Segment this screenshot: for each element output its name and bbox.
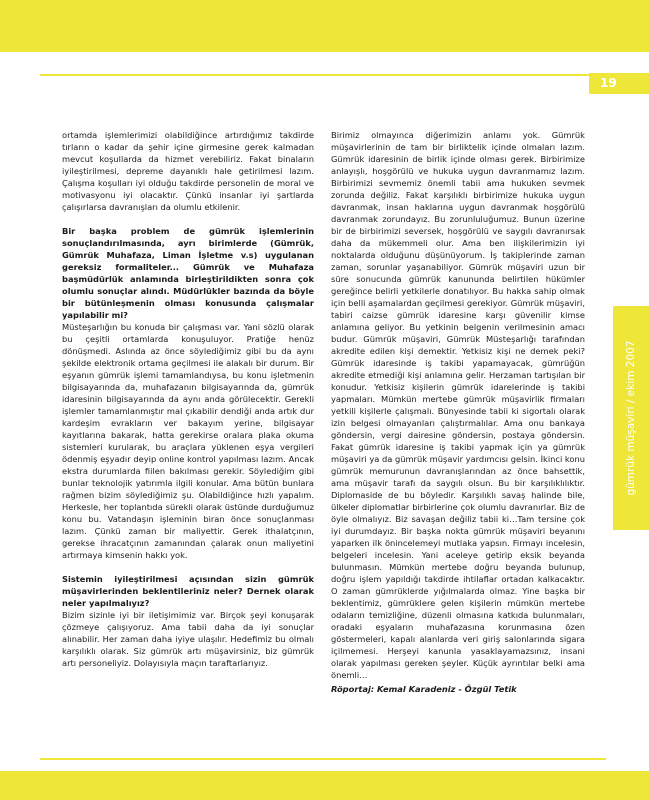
bottom-color-band bbox=[0, 771, 649, 800]
interview-byline: Röportaj: Kemal Karadeniz - Özgül Tetik bbox=[331, 684, 517, 694]
continued-answer-paragraph: Birimiz olmayınca diğerimizin anlamı yok. Gümrük müşavirlerinin de tam bir birliktelik içinde olmaları lazım. Gümrük idaresinin de birlik içinde olması gerek. Birbirimize anlayışlı, hoşgörülü ve hukuka uygun davranmamız lazım. Birbirimizi sevmemiz önemli tabii ama hukuken sevmek zorunda değiliz. Fakat karşılıklı birbirimize hukuka uygun davranmak, insan haklarına uygun davranmak hoşgörülü davranmak zorundayız. Bu zorunluluğumuz. Bunun üzerine bir de birbirimizi seversek, hoşgörülü ve saygılı davranırsak daha da mükemmeli olur. Ama ben ilişkilerimizin iyi noktalarda olduğunu düşünüyorum. İş takiplerinde zaman zaman, sorunlar yaşanabiliyor. Gümrük müşaviri uzun bir süre sonucunda gümrük kanununda belirtilen hükümler gereğince belirli yetkilerle donatılıyor. Bu hakka sahip olmak için belli aşamalardan geçilmesi gerekiyor. Gümrük müşaviri, tabiri caizse gümrük idaresine karşı güvenilir kimse anlamına geliyor. Bu yetkinin belgenin verilmesinin amacı budur. Gümrük müşaviri, Gümrük Müsteşarlığı tarafından akredite edilen kişi demektir. Yetkisiz kişi ne demek peki? Gümrük idaresinde iş takibi yapamayacak, gümrüğün akredite etmediği kişi anlamına gelir. Herzaman tartışılan bir konudur. Yetkisiz kişilerin gümrük idarelerinde iş takibi yapmaları. Mümkün mertebe gümrük müşavirlik firmaları yetkili kişilerle çalışmalı. Bünyesinde tabii ki sigortalı olarak izin belgesi olmayanları çalıştırmalılar. Ama onu bankaya göndersin, vergi dairesine göndersin, postaya göndersin. Fakat gümrük idaresine iş takibi yapmak için ya gümrük müşaviri ya da gümrük müşavir yardımcısı gelsin. İkinci konu gümrük memurunun davranışlarından az önce bahsettik, ama müşavir tarafı da saygılı olsun. Bu bir karşılıklılıktır. Diplomaside de bu böyledir. Karşılıklı savaş halinde bile, ülkeler diplomatlar birbirlerine çok olumlu davranırlar. Biz de öyle olmalıyız. Biz savaşan değiliz tabii ki…Tam tersine çok iyi durumdayız. Bir başka nokta gümrük müşaviri beyanını yaparken ilk önincelemeyi mutlaka yapsın. Firmayı incelesin, belgeleri incelesin. Yani aceleye getirip eksik beyanda bulunmasın. Mümkün mertebe doğru beyanda bulunup, doğru işlem yapıldığı takdirde ihtilaflar ortadan kalkacaktır. O zaman gümrüklerde yığılmalarda olmaz. Yine başka bir beklentimiz, gümrüklere gelen kişilerin mümkün mertebe odaların temizliğine, düzenli olmasına katkıda bulunmaları, oradaki eşyaların muhafazasına korunmasına özen göstermeleri, kapalı alanlarda veri giriş salonlarında sigara içilmemesi. Herşeyi kanunla yasaklayamazsınız, insani olarak yapılması gereken şeyler. Küçük ayrıntılar belki ama önemli… bbox=[331, 130, 585, 680]
left-text-column bbox=[62, 129, 314, 669]
bottom-divider-rule bbox=[40, 758, 606, 760]
side-section-label: gümrük müşaviri / ekim 2007 bbox=[625, 340, 637, 496]
interview-question-1: Bir başka problem de gümrük işlemlerinin sonuçlandırılmasında, ayrı birimlerde (Gümrük, Gümrük Muhafaza, Liman İşletme v.s) uygulanan gereksiz formaliteler... Gümrük ve Muhafaza başmüdürlük anlamında birleştirildikten sonra çok olumlu sonuçlar alındı. Müdürlükler bazında da böyle bir bütünleşmenin olması konusunda çalışmalar yapılabilir mi? bbox=[62, 226, 314, 320]
intro-paragraph: ortamda işlemlerimizi olabildiğince artırdığımız takdirde tırların o kadar da şehir içine girmesine gerek kalmadan mevcut koşullarda da hizmet verebiliriz. Fakat binaların iyileştirilmesi, depreme dayanıklı hale getirilmesi lazım. Çalışma koşulları iyi olduğu takdirde personelin de moral ve motivasyonu iyi olacaktır. Çünkü insanlar iyi şartlarda çalışırlarsa davranışları da olumlu etkilenir. bbox=[62, 130, 314, 212]
interview-answer-1: Müsteşarlığın bu konuda bir çalışması var. Yani sözlü olarak bu çeşitli ortamlarda konuşuluyor. Pratiğe henüz dönüşmedi. Aslında az önce söylediğimiz gibi bu da aynı şekilde elektronik ortama geçilmesi ile alakalı bir durum. Bir eşyanın gümrük işlemi tamamlandıysa, bu konu işletmenin bilgisayarında da, muhafazanın bilgisayarında da, gümrük idaresinin bilgisayarında da aynı anda görülecektir. Gerekli işlemler tamamlanmıştır mal çıkabilir dendiği anda artık dur kardeşim evrakların ver bakayım yerine, bilgisayar kayıtlarına bakarak, hatta gerekirse oralara plaka okuma sistemleri kurularak, bu araçlara yüklenen eşya vergileri ödenmiş eşyadır deyip online kontrol yapılması lazım. Ancak ekstra durumlarda fiilen bakılması gerekir. Söylediğim gibi bunlar teknolojik yatırımla ilgili konular. Ama bütün bunlara rağmen bizim söylediğimiz şu. Olabildiğince hızlı yapalım. Herkesle, her toplantıda sürekli olarak üstünde durduğumuz konu bu. Vatandaşın işleminin biran önce sonuçlanması lazım. Çünkü zaman bir maliyettir. Gerek ithalatçının, gerekse ihracatçının zamanından çalarak onun maliyetini artırmaya kimsenin hakkı yok. bbox=[62, 322, 314, 560]
right-text-column bbox=[331, 129, 585, 695]
interview-answer-2: Bizim sizinle iyi bir iletişimimiz var. Birçok şeyi konuşarak çözmeye çalışıyoruz. Ama tabii daha da iyi sonuçlar alınabilir. Her zaman daha iyiye ulaşılır. Hedefimiz bu olmalı karşılıklı olarak. Siz gümrük artı müşavirsiniz, biz gümrük artı personeliyiz. Dolayısıyla maçın taraftarlarıyız. bbox=[62, 610, 314, 668]
side-section-tab bbox=[613, 306, 649, 530]
top-color-band bbox=[0, 0, 649, 52]
top-divider-rule bbox=[40, 74, 606, 76]
interview-question-2: Sistemin iyileştirilmesi açısından sizin gümrük müşavirlerinden beklentileriniz neler? Dernek olarak neler yapılmalıyız? bbox=[62, 574, 314, 608]
page-number: 19 bbox=[589, 73, 649, 94]
